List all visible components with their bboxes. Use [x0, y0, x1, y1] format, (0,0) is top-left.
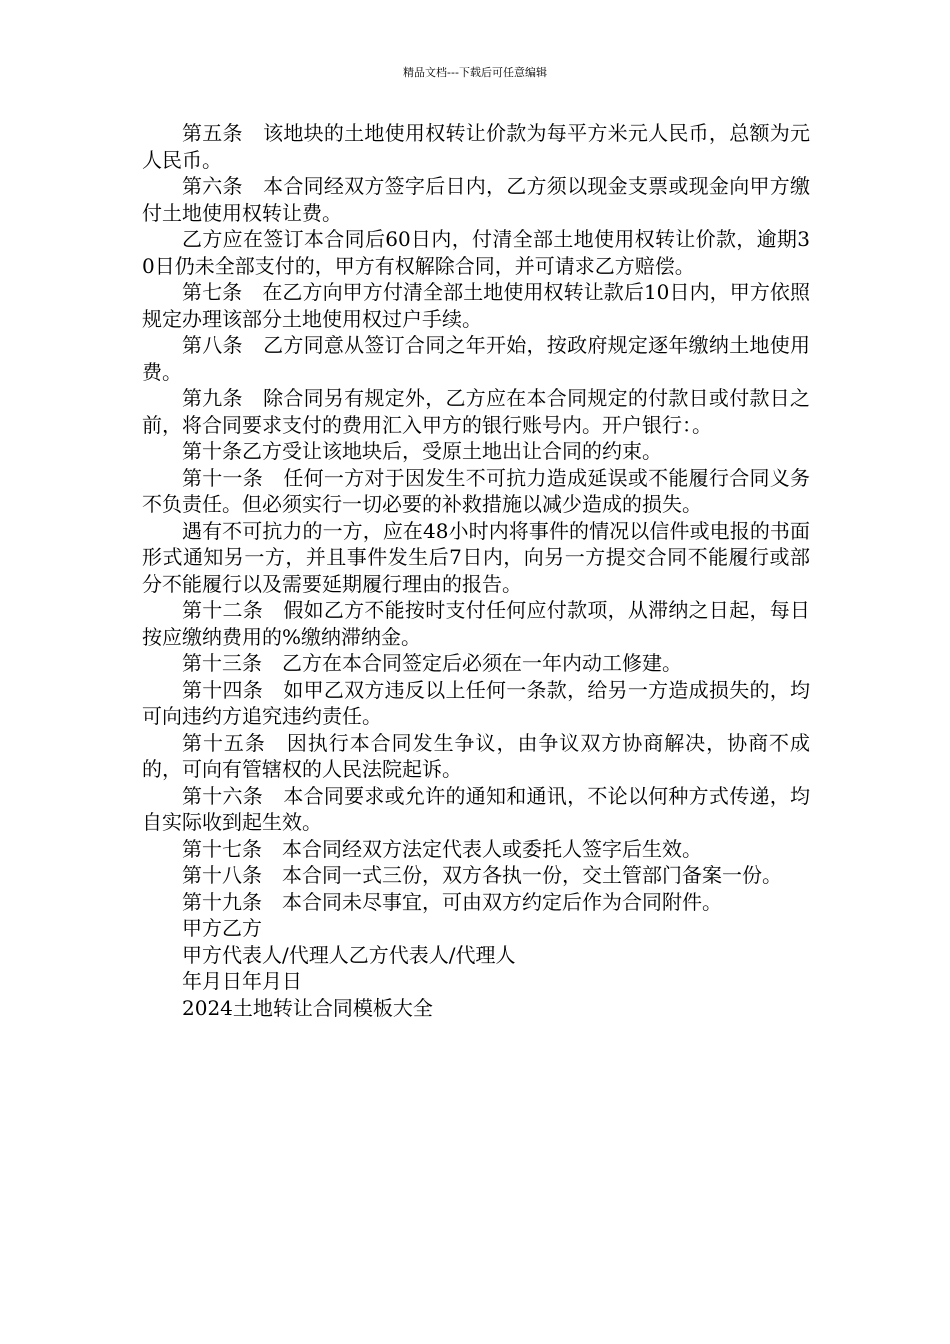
signature-representatives: 甲方代表人/代理人乙方代表人/代理人 — [182, 942, 516, 967]
clause-12: 第十二条 假如乙方不能按时支付任何应付款项，从滞纳之日起，每日按应缴纳费用的%缴纳滞纳金。 — [142, 598, 810, 649]
clause-15: 第十五条 因执行本合同发生争议，由争议双方协商解决，协商不成的，可向有管辖权的人民法院起诉。 — [142, 730, 810, 781]
clause-14: 第十四条 如甲乙双方违反以上任何一条款，给另一方造成损失的，均可向违约方追究违约责任。 — [142, 677, 810, 728]
document-body — [142, 120, 810, 1021]
signature-dates: 年月日年月日 — [182, 969, 302, 993]
clause-6-payment: 乙方应在签订本合同后60日内，付清全部土地使用权转让价款，逾期30日仍未全部支付的，甲方有权解除合同，并可请求乙方赔偿。 — [142, 227, 810, 278]
clause-17: 第十七条 本合同经双方法定代表人或委托人签字后生效。 — [182, 836, 702, 861]
clause-13: 第十三条 乙方在本合同签定后必须在一年内动工修建。 — [182, 651, 682, 675]
clause-9: 第九条 除合同另有规定外，乙方应在本合同规定的付款日或付款日之前，将合同要求支付的费用汇入甲方的银行账号内。开户银行：。 — [142, 386, 810, 437]
clause-6: 第六条 本合同经双方签字后日内，乙方须以现金支票或现金向甲方缴付土地使用权转让费。 — [142, 174, 810, 225]
clause-19: 第十九条 本合同未尽事宜，可由双方约定后作为合同附件。 — [182, 889, 722, 914]
clause-10: 第十条乙方受让该地块后，受原土地出让合同的约束。 — [182, 439, 662, 463]
clause-11-notice: 遇有不可抗力的一方，应在48小时内将事件的情况以信件或电报的书面形式通知另一方，并且事件发生后7日内，向另一方提交合同不能履行或部分不能履行以及需要延期履行理由的报告。 — [142, 518, 810, 596]
signature-parties: 甲方乙方 — [182, 916, 262, 940]
clause-8: 第八条 乙方同意从签订合同之年开始，按政府规定逐年缴纳土地使用费。 — [142, 333, 810, 384]
clause-16: 第十六条 本合同要求或允许的通知和通讯，不论以何种方式传递，均自实际收到起生效。 — [142, 783, 810, 834]
clause-7: 第七条 在乙方向甲方付清全部土地使用权转让款后10日内，甲方依照规定办理该部分土地使用权过户手续。 — [142, 280, 810, 331]
clause-5: 第五条 该地块的土地使用权转让价款为每平方米元人民币，总额为元人民币。 — [142, 121, 810, 172]
document-footer-title: 2024土地转让合同模板大全 — [182, 995, 433, 1020]
clause-11: 第十一条 任何一方对于因发生不可抗力造成延误或不能履行合同义务不负责任。但必须实行一切必要的补救措施以减少造成的损失。 — [142, 465, 810, 516]
clause-18: 第十八条 本合同一式三份，双方各执一份，交土管部门备案一份。 — [182, 863, 782, 887]
page-header: 精品文档---下载后可任意编辑 — [403, 66, 547, 79]
